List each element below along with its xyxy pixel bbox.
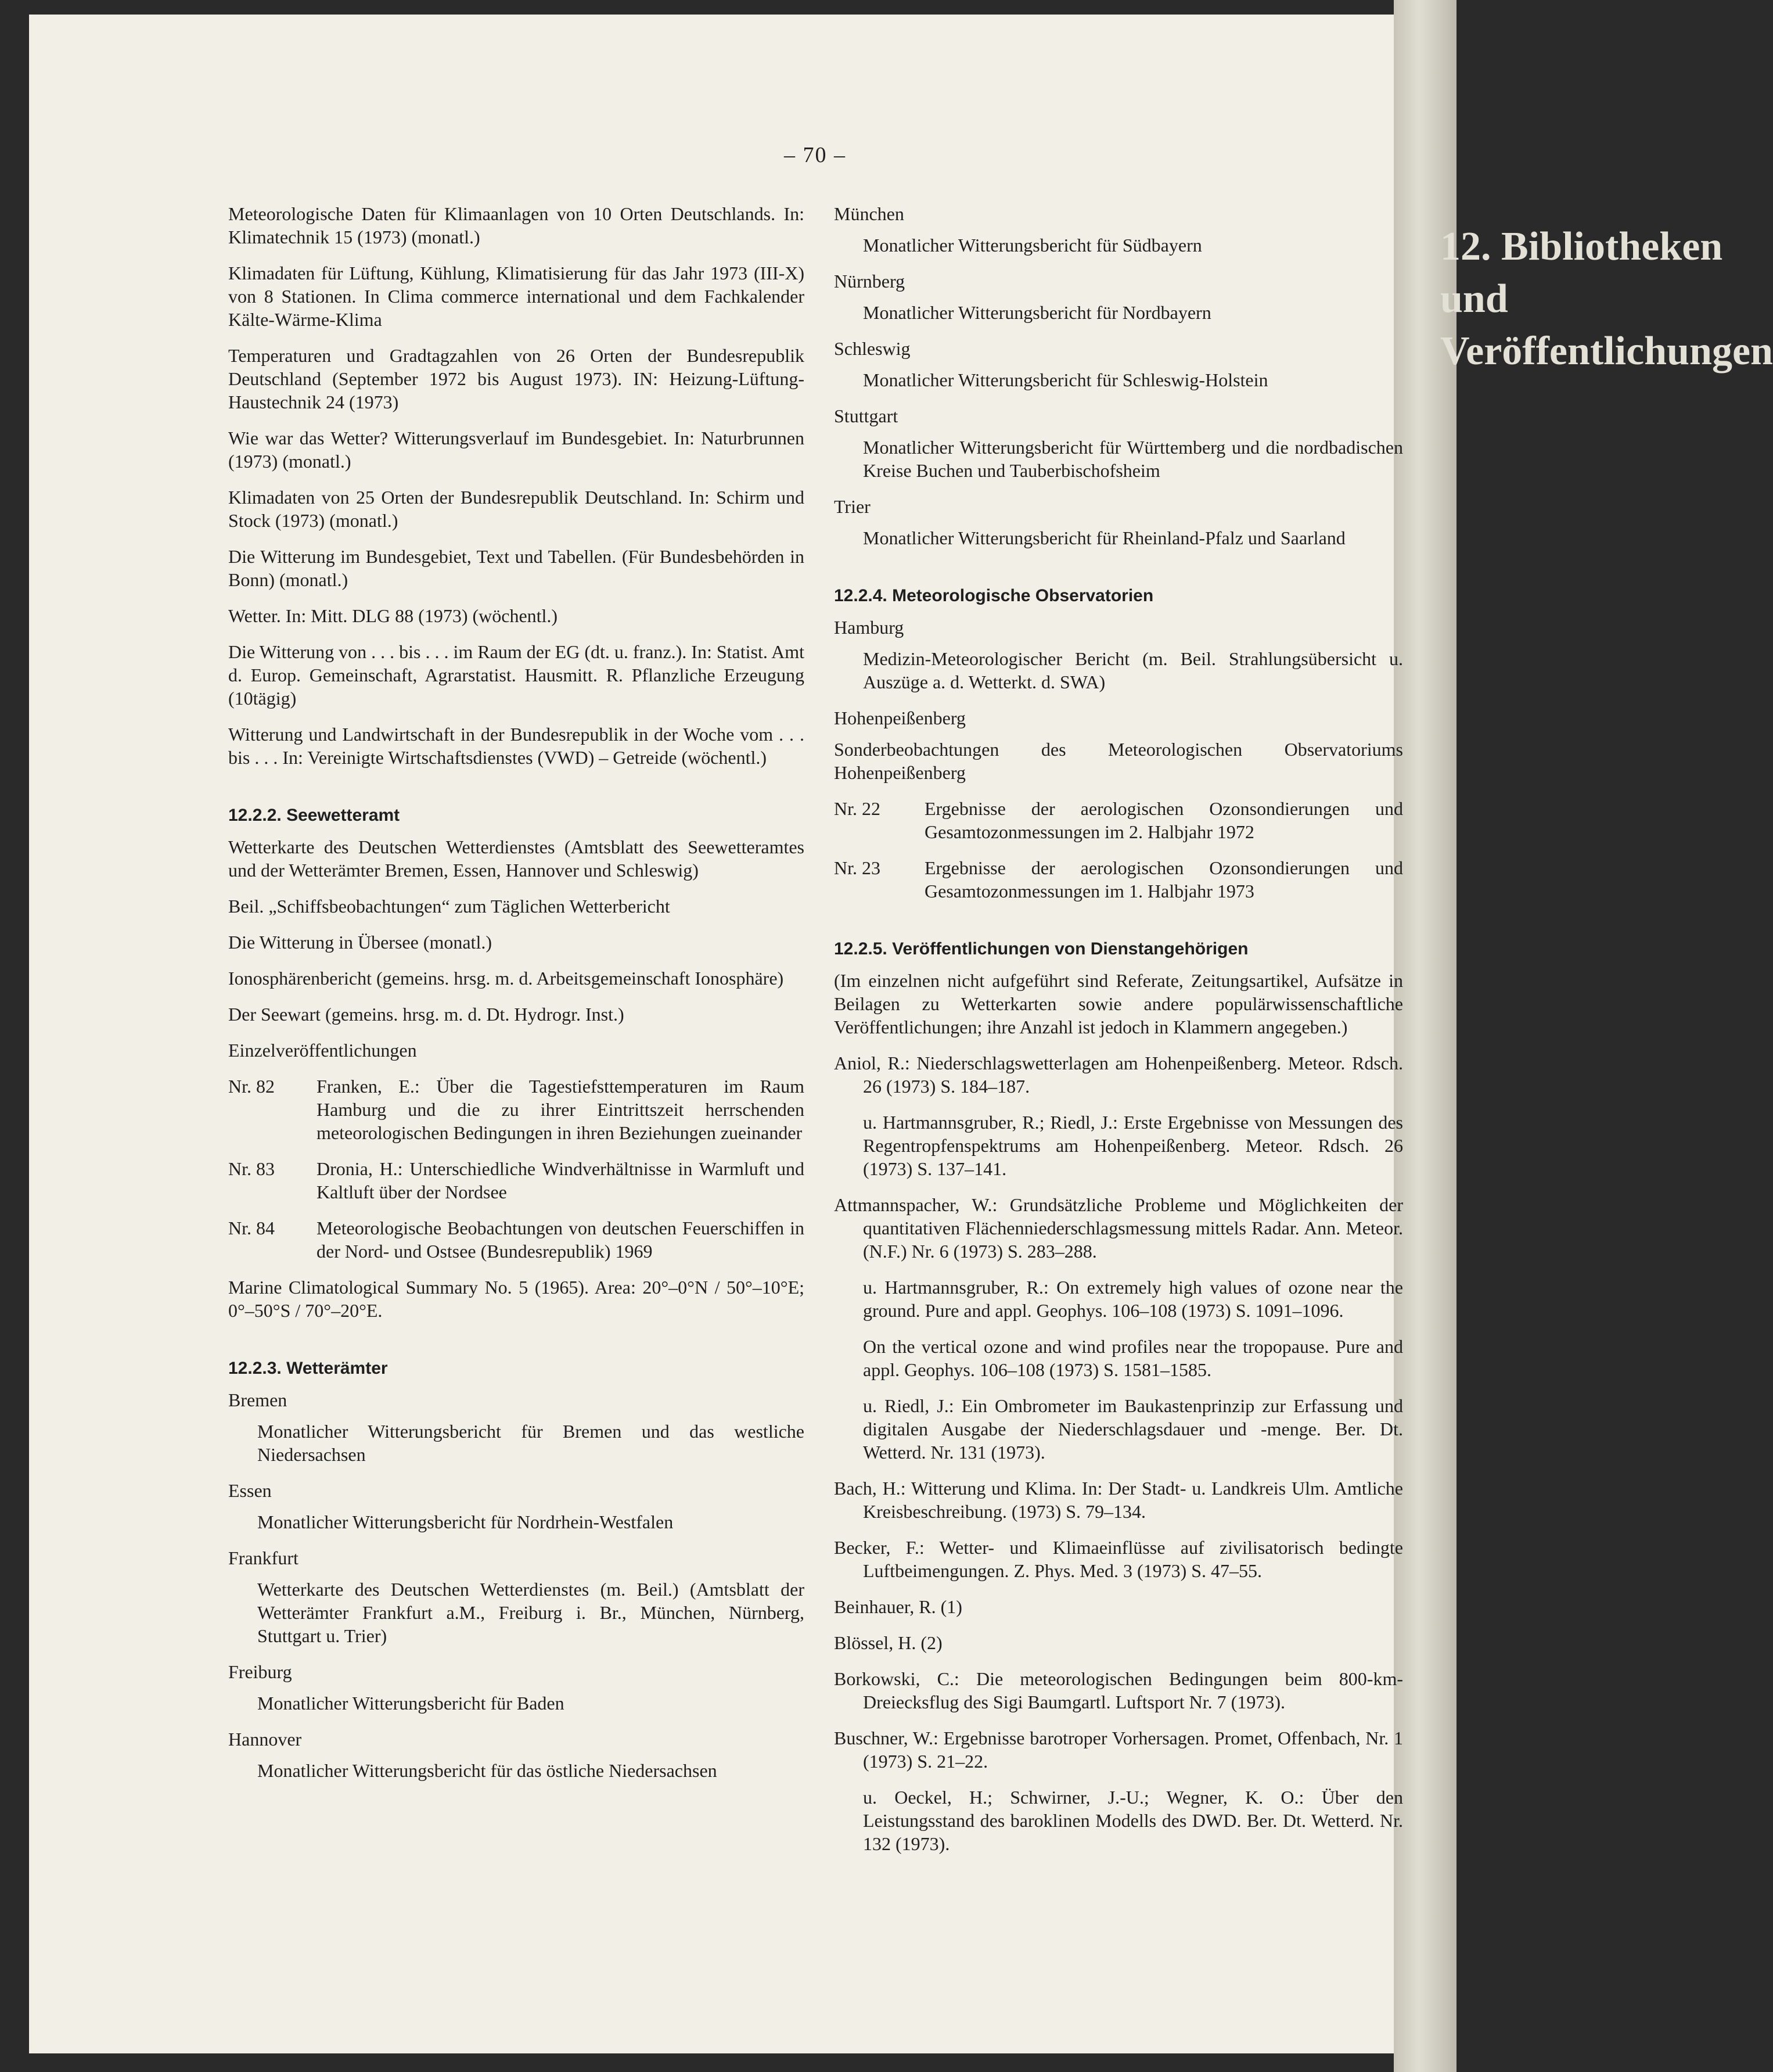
list-item: Witterung und Landwirtschaft in der Bundesrepublik in der Woche vom . . . bis . . . In: Vereinigte Wirtschaftsdienstes (VWD) – Getreide (wöchentl.) [228,724,804,768]
entry-number: Nr. 23 [834,857,880,878]
list-item: Die Witterung in Übersee (monatl.) [228,932,492,953]
reference-entry: Beinhauer, R. (1) [834,1596,962,1617]
entry-text: Meteorologische Beobachtungen von deutschen Feuerschiffen in der Nord- und Ostsee (Bundesrepublik) 1969 [317,1218,804,1262]
list-item: Monatlicher Witterungsbericht für Württemberg und die nordbadischen Kreise Buchen und Tauberbischofsheim [863,437,1403,481]
city-label: Trier [834,496,871,517]
list-item: Medizin-Meteorologischer Bericht (m. Beil. Strahlungsübersicht u. Auszüge a. d. Wetterkt. d. SWA) [863,648,1403,692]
city-label: Freiburg [228,1661,292,1682]
reference-entry: Bach, H.: Witterung und Klima. In: Der Stadt- u. Landkreis Ulm. Amtliche Kreisbeschreibung. (1973) S. 79–134. [834,1478,1403,1522]
numbered-entry [834,797,1403,843]
list-item: Marine Climatological Summary No. 5 (1965). Area: 20°–0°N / 50°–10°E; 0°–50°S / 70°–20°E. [228,1277,804,1321]
city-label: Hohenpeißenberg [834,708,966,728]
left-column [228,202,804,1795]
list-item: Einzelveröffentlichungen [228,1040,417,1061]
list-item: Ionosphärenbericht (gemeins. hrsg. m. d. Arbeitsgemeinschaft Ionosphäre) [228,968,784,989]
entry-number: Nr. 83 [228,1158,275,1179]
list-item: Klimadaten für Lüftung, Kühlung, Klimatisierung für das Jahr 1973 (III-X) von 8 Stationen. In Clima commerce international und dem Fachkalender Kälte-Wärme-Klima [228,263,804,330]
numbered-entry [228,1157,804,1204]
show-through-heading: 12. Bibliotheken und Veröffentlichungen [1440,224,1773,374]
city-label: Bremen [228,1389,287,1410]
section-heading-wetteraemter: 12.2.3. Wetterämter [228,1359,388,1378]
city-label: Stuttgart [834,405,898,426]
entry-number: Nr. 82 [228,1076,275,1097]
list-item: Die Witterung im Bundesgebiet, Text und Tabellen. (Für Bundesbehörden in Bonn) (monatl.) [228,546,804,590]
reference-entry: Buschner, W.: Ergebnisse barotroper Vorhersagen. Promet, Offenbach, Nr. 1 (1973) S. 21–22. [834,1728,1403,1772]
numbered-entry [834,856,1403,903]
city-label: München [834,203,904,224]
list-item: Klimadaten von 25 Orten der Bundesrepublik Deutschland. In: Schirm und Stock (1973) (monatl.) [228,487,804,531]
entry-number: Nr. 84 [228,1218,275,1238]
reference-entry: u. Hartmannsgruber, R.: On extremely high values of ozone near the ground. Pure and appl. Geophys. 106–108 (1973) S. 1091–1096. [863,1277,1403,1321]
numbered-entry [228,1216,804,1263]
city-label: Nürnberg [834,271,905,292]
list-item: Monatlicher Witterungsbericht für das östliche Niedersachsen [257,1760,717,1781]
reference-entry: u. Hartmannsgruber, R.; Riedl, J.: Erste Ergebnisse von Messungen des Regentropfenspektrums am Hohenpeißenberg. Meteor. Rdsch. 26 (1973) S. 137–141. [863,1112,1403,1179]
list-item: Temperaturen und Gradtagzahlen von 26 Orten der Bundesrepublik Deutschland (September 1972 bis August 1973). IN: Heizung-Lüftung-Haustechnik 24 (1973) [228,345,804,412]
list-item: Sonderbeobachtungen des Meteorologischen Observatoriums Hohenpeißenberg [834,739,1403,783]
list-item: Wetterkarte des Deutschen Wetterdienstes (m. Beil.) (Amtsblatt der Wetterämter Frankfurt a.M., Freiburg i. Br., München, Nürnberg, Stuttgart u. Trier) [257,1579,804,1646]
list-item: Der Seewart (gemeins. hrsg. m. d. Dt. Hydrogr. Inst.) [228,1004,624,1025]
right-column [834,202,1403,1868]
entry-text: Ergebnisse der aerologischen Ozonsondierungen und Gesamtozonmessungen im 1. Halbjahr 1973 [925,857,1403,902]
reference-entry: u. Riedl, J.: Ein Ombrometer im Baukastenprinzip zur Erfassung und digitalen Ausgabe der Niederschlagsdauer und -menge. Ber. Dt. Wetterd. Nr. 131 (1973). [863,1395,1403,1463]
city-label: Schleswig [834,338,911,359]
entry-text: Franken, E.: Über die Tagestiefsttemperaturen im Raum Hamburg und die zu ihrer Eintrittszeit herrschenden meteorologischen Bedingungen in ihren Beziehungen zueinander [317,1076,804,1143]
page-number: – 70 – [784,143,846,167]
reference-entry: Borkowski, C.: Die meteorologischen Bedingungen beim 800-km-Dreiecksflug des Sigi Baumgartl. Luftsport Nr. 7 (1973). [834,1668,1403,1712]
list-item: Monatlicher Witterungsbericht für Bremen und das westliche Niedersachsen [257,1421,804,1465]
section-heading-seewetteramt: 12.2.2. Seewetteramt [228,806,400,825]
reference-entry: u. Oeckel, H.; Schwirner, J.-U.; Wegner, K. O.: Über den Leistungsstand des baroklinen Modells des DWD. Ber. Dt. Wetterd. Nr. 132 (1973). [863,1787,1403,1854]
city-label: Hamburg [834,617,904,638]
section-heading-observatorien: 12.2.4. Meteorologische Observatorien [834,586,1154,605]
list-item: Meteorologische Daten für Klimaanlagen von 10 Orten Deutschlands. In: Klimatechnik 15 (1973) (monatl.) [228,203,804,247]
section-heading-dienstangehoerige: 12.2.5. Veröffentlichungen von Dienstangehörigen [834,939,1249,958]
city-label: Essen [228,1480,272,1501]
list-item: Beil. „Schiffsbeobachtungen“ zum Täglichen Wetterbericht [228,896,670,917]
entry-text: Ergebnisse der aerologischen Ozonsondierungen und Gesamtozonmessungen im 2. Halbjahr 1972 [925,798,1403,842]
reference-entry: On the vertical ozone and wind profiles near the tropopause. Pure and appl. Geophys. 106–108 (1973) S. 1581–1585. [863,1336,1403,1380]
list-item: Wetter. In: Mitt. DLG 88 (1973) (wöchentl.) [228,605,558,626]
reference-list [834,1051,1403,1855]
list-item: Wetterkarte des Deutschen Wetterdienstes (Amtsblatt des Seewetteramtes und der Wetterämter Bremen, Essen, Hannover und Schleswig) [228,836,804,881]
list-item: Monatlicher Witterungsbericht für Südbayern [863,235,1202,256]
entry-number: Nr. 22 [834,798,880,819]
section-intro: (Im einzelnen nicht aufgeführt sind Referate, Zeitungsartikel, Aufsätze in Beilagen zu Wetterkarten sowie andere populärwissenschaftliche Veröffentlichungen; ihre Anzahl ist jedoch in Klammern angegeben.) [834,970,1403,1037]
list-item: Wie war das Wetter? Witterungsverlauf im Bundesgebiet. In: Naturbrunnen (1973) (monatl.) [228,428,804,472]
reference-entry: Blössel, H. (2) [834,1632,943,1653]
list-item: Monatlicher Witterungsbericht für Rheinland-Pfalz und Saarland [863,527,1346,548]
reference-entry: Becker, F.: Wetter- und Klimaeinflüsse auf zivilisatorisch bedingte Luftbeimengungen. Z. Phys. Med. 3 (1973) S. 47–55. [834,1537,1403,1581]
list-item: Monatlicher Witterungsbericht für Baden [257,1693,564,1714]
reference-entry: Aniol, R.: Niederschlagswetterlagen am Hohenpeißenberg. Meteor. Rdsch. 26 (1973) S. 184–187. [834,1053,1403,1097]
entry-text: Dronia, H.: Unterschiedliche Windverhältnisse in Warmluft und Kaltluft über der Nordsee [317,1158,804,1202]
city-label: Frankfurt [228,1547,299,1568]
list-item: Die Witterung von . . . bis . . . im Raum der EG (dt. u. franz.). In: Statist. Amt d. Europ. Gemeinschaft, Agrarstatist. Hausmitt. R. Pflanzliche Erzeugung (10tägig) [228,641,804,709]
reference-entry: Attmannspacher, W.: Grundsätzliche Probleme und Möglichkeiten der quantitativen Flächenniederschlagsmessung mittels Radar. Ann. Meteor. (N.F.) Nr. 6 (1973) S. 283–288. [834,1194,1403,1262]
list-item: Monatlicher Witterungsbericht für Schleswig-Holstein [863,369,1268,390]
list-item: Monatlicher Witterungsbericht für Nordbayern [863,302,1211,323]
list-item: Monatlicher Witterungsbericht für Nordrhein-Westfalen [257,1511,674,1532]
numbered-entry [228,1075,804,1144]
city-label: Hannover [228,1729,302,1750]
